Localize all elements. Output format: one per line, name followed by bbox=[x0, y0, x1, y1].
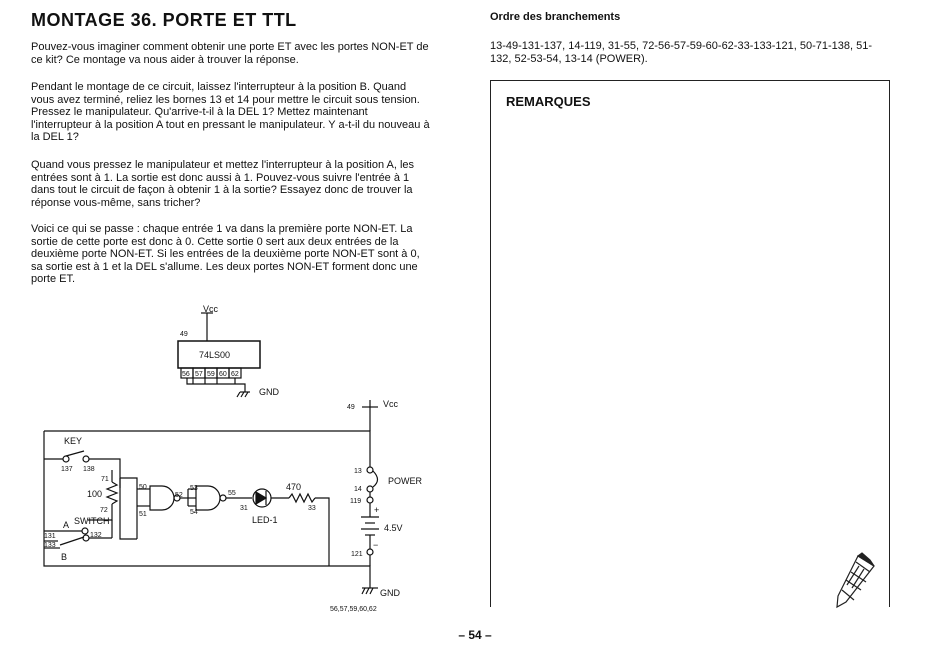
gnd-pins-label: 56,57,59,60,62 bbox=[330, 606, 377, 613]
terminal-label: 55 bbox=[228, 490, 236, 497]
chip-name: 74LS00 bbox=[199, 350, 231, 360]
terminal-label: 133 bbox=[44, 542, 56, 549]
power-label: POWER bbox=[388, 476, 423, 486]
terminal-label: 138 bbox=[83, 466, 95, 473]
terminal-label: 31 bbox=[240, 505, 248, 512]
pencil-icon bbox=[837, 553, 874, 607]
switch-label: SWITCH bbox=[74, 516, 110, 526]
page-title: MONTAGE 36. PORTE ET TTL bbox=[31, 10, 297, 30]
chip-pin-label: 60 bbox=[219, 371, 227, 378]
led-label: LED-1 bbox=[252, 515, 278, 525]
terminal-label: 51 bbox=[139, 511, 147, 518]
battery-plus-label: + bbox=[374, 505, 380, 515]
gnd-label: GND bbox=[380, 588, 400, 598]
battery-voltage-label: 4.5V bbox=[384, 523, 403, 533]
terminal-label: 33 bbox=[308, 505, 316, 512]
terminal-label: 121 bbox=[351, 551, 363, 558]
vcc-label: Vcc bbox=[383, 399, 399, 409]
terminal-label: 49 bbox=[347, 404, 355, 411]
terminal-label: 72 bbox=[100, 507, 108, 514]
switch-position-label: A bbox=[63, 520, 70, 530]
switch-position-label: B bbox=[61, 552, 68, 562]
terminal-label: 131 bbox=[44, 533, 56, 540]
chip-pin-label: 49 bbox=[180, 331, 188, 338]
terminal-label: 53 bbox=[190, 485, 198, 492]
chip-pin-label: 57 bbox=[195, 371, 203, 378]
chip-vcc-label: Vcc bbox=[203, 304, 219, 314]
chip-pin-label: 56 bbox=[182, 371, 190, 378]
key-label: KEY bbox=[64, 436, 83, 446]
resistor-value-label: 470 bbox=[286, 482, 302, 492]
terminal-label: 132 bbox=[90, 532, 102, 539]
terminal-label: 119 bbox=[350, 498, 362, 505]
terminal-label: 13 bbox=[354, 468, 362, 475]
terminal-label: 50 bbox=[139, 484, 147, 491]
chip-pin-label: 59 bbox=[207, 371, 215, 378]
chip-gnd-label: GND bbox=[259, 387, 279, 397]
battery-minus-label: − bbox=[373, 540, 379, 550]
explanation-paragraph: Voici ce qui se passe : chaque entrée 1 va dans la première porte NON-ET. La sortie de cette porte est donc à 0. Cette sortie 0 sert aux deux entrées de la deuxième porte NON-ET. Si les entrées de la deuxième porte NON-ET sont à 0, sa sortie est à 1 et la DEL s'allume. Les deux portes NON-ET forment donc une porte ET. bbox=[31, 223, 420, 286]
terminal-label: 54 bbox=[190, 509, 198, 516]
instructions-paragraph: Pendant le montage de ce circuit, laissez l'interrupteur à la position B. Quand vous avez terminé, reliez les bornes 13 et 14 pour mettre le circuit sous tension. Pressez le manipulateur. Qu'arrive-t-il à la DEL 1? Mettez maintenant l'interrupteur à la position A tout en pressant le manipulateur. Y a-t-il du nouveau à la DEL 1? bbox=[31, 81, 430, 144]
intro-paragraph: Pouvez-vous imaginer comment obtenir une porte ET avec les portes NON-ET de ce kit? Ce montage va nous aider à trouver la réponse. bbox=[31, 41, 429, 66]
terminal-label: 71 bbox=[101, 476, 109, 483]
terminal-label: 52 bbox=[175, 492, 183, 499]
connections-list: 13-49-131-137, 14-119, 31-55, 72-56-57-59-60-62-33-133-121, 50-71-138, 51-132, 52-53-54, 13-14 (POWER). bbox=[490, 40, 873, 65]
question-paragraph: Quand vous pressez le manipulateur et mettez l'interrupteur à la position A, les entrées sont à 1. La sortie est donc aussi à 1. Pouvez-vous suivre l'entrée à 1 dans tout le circuit de façon à obtenir 1 à la sortie? Essayez donc de trouver la réponse vous-même, sans tricher? bbox=[31, 159, 415, 209]
connections-title: Ordre des branchements bbox=[490, 11, 621, 23]
remarks-title: REMARQUES bbox=[506, 94, 591, 109]
terminal-label: 137 bbox=[61, 466, 73, 473]
page-number: – 54 – bbox=[458, 628, 492, 642]
terminal-label: 14 bbox=[354, 486, 362, 493]
resistor-value-label: 100 bbox=[87, 489, 103, 499]
chip-pin-label: 62 bbox=[231, 371, 239, 378]
